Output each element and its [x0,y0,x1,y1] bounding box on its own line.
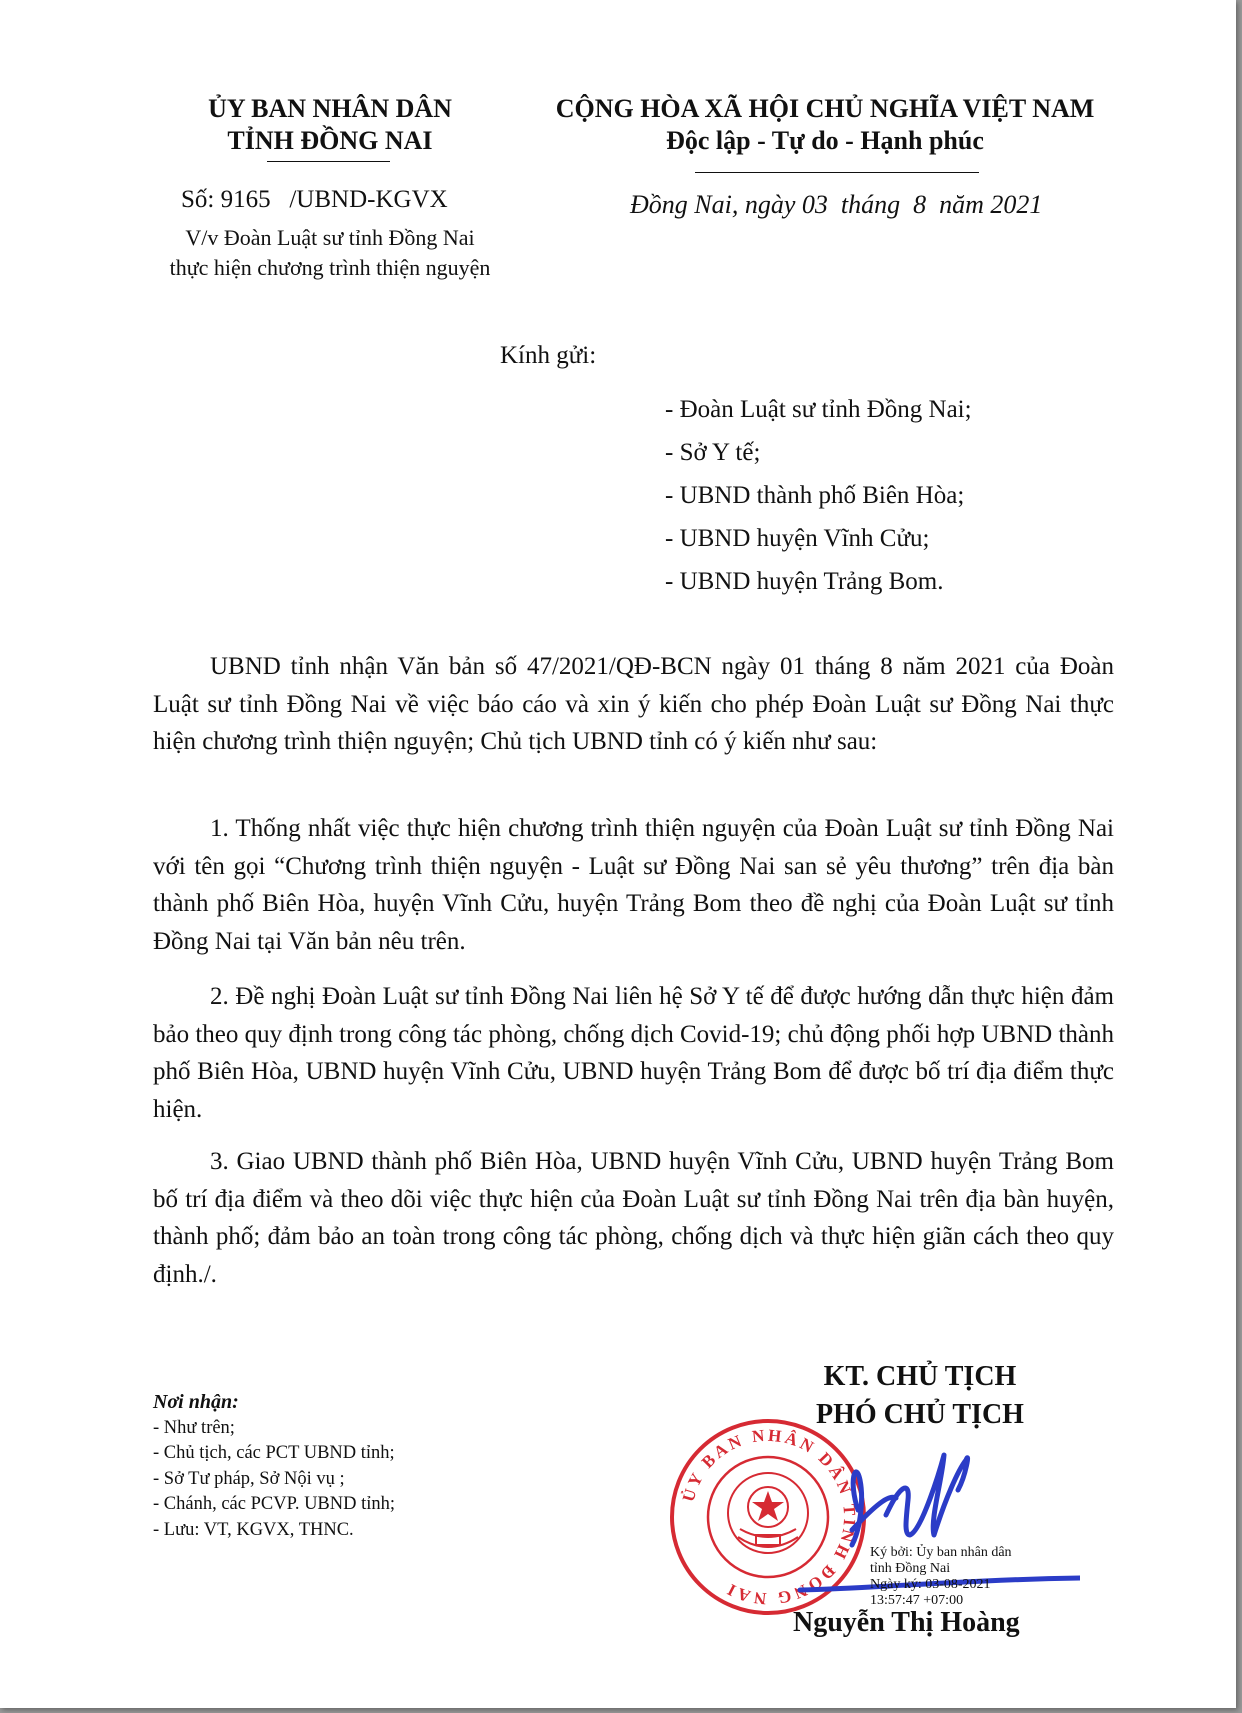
nation-line-1: CỘNG HÒA XÃ HỘI CHỦ NGHĨA VIỆT NAM [555,94,1095,123]
org-line-1: ỦY BAN NHÂN DÂN [208,94,452,123]
recipients-footer-title: Nơi nhận: [153,1391,239,1413]
recipient-item: - UBND thành phố Biên Hòa; [665,482,965,509]
signature-title-line-1: KT. CHỦ TỊCH [823,1361,1017,1392]
motto-underline [695,172,979,173]
recipients-footer-item: - Chánh, các PCVP. UBND tỉnh; [153,1494,396,1514]
recipient-item: - UBND huyện Vĩnh Cửu; [665,525,930,552]
nation-header [530,93,1120,157]
stamp-text: ỦY BAN NHÂN DÂN TỈNH ĐỒNG NAI [678,1425,860,1609]
digital-signature-info [870,1545,1012,1609]
body-item-2: 2. Đề nghị Đoàn Luật sư tỉnh Đồng Nai liên hệ Sở Y tế để được hướng dẫn thực hiện đảm bảo theo quy định trong công tác phòng, chống dịch Covid-19; chủ động phối hợp UBND thành phố Biên Hòa, UBND huyện Vĩnh Cửu, UBND huyện Trảng Bom để được bố trí địa điểm thực hiện. [153,983,1115,1123]
signer-name: Nguyễn Thị Hoàng [793,1607,1020,1638]
digital-sig-line: Ngày ký: 03-08-2021 [870,1577,991,1592]
recipient-item: - Sở Y tế; [665,439,761,466]
recipients-footer [153,1390,395,1543]
recipients-footer-item: - Sở Tư pháp, Sở Nội vụ ; [153,1468,345,1489]
body-intro: UBND tỉnh nhận Văn bản số 47/2021/QĐ-BCN ngày 01 tháng 8 năm 2021 của Đoàn Luật sư tỉnh Đồng Nai về việc báo cáo và xin ý kiến cho phép Đoàn Luật sư Đồng Nai thực hiện chương trình thiện nguyện; Chủ tịch UBND tỉnh có ý kiến như sau: [153,653,1114,755]
digital-sig-line: Ký bởi: Ủy ban nhân dân [870,1545,1012,1560]
recipient-item: - Đoàn Luật sư tỉnh Đồng Nai; [665,396,972,423]
digital-sig-line: 13:57:47 +07:00 [870,1593,964,1608]
digital-sig-line: tỉnh Đồng Nai [870,1561,951,1576]
recipient-list [665,388,972,603]
body-item-1: 1. Thống nhất việc thực hiện chương trình thiện nguyện của Đoàn Luật sư tỉnh Đồng Nai với tên gọi “Chương trình thiện nguyện - Luật sư Đồng Nai san sẻ yêu thương” trên địa bàn thành phố Biên Hòa, huyện Vĩnh Cửu, huyện Trảng Bom theo đề nghị của Đoàn Luật sư tỉnh Đồng Nai tại Văn bản nêu trên. [153,815,1114,955]
place-date: Đồng Nai, ngày 03 tháng 8 năm 2021 [630,190,1043,219]
org-underline [267,161,390,162]
subject-line-1: V/v Đoàn Luật sư tỉnh Đồng Nai [185,225,475,250]
body-item-3: 3. Giao UBND thành phố Biên Hòa, UBND huyện Vĩnh Cửu, UBND huyện Trảng Bom bố trí địa điểm và theo dõi việc thực hiện của Đoàn Luật sư tỉnh Đồng Nai trên địa bàn huyện, thành phố; đảm bảo an toàn trong công tác phòng, chống dịch và thực hiện giãn cách theo quy định./. [153,1148,1114,1288]
motto: Độc lập - Tự do - Hạnh phúc [666,126,984,155]
recipient-item: - UBND huyện Trảng Bom. [665,568,944,595]
org-line-2: TỈNH ĐỒNG NAI [227,126,433,155]
org-name [170,93,490,157]
salutation: Kính gửi: [500,342,597,369]
recipients-footer-item: - Như trên; [153,1417,235,1438]
recipients-footer-item: - Lưu: VT, KGVX, THNC. [153,1519,354,1540]
subject-line-2: thực hiện chương trình thiện nguyện [169,255,491,280]
subject [165,223,495,283]
signature-title-line-2: PHÓ CHỦ TỊCH [816,1399,1024,1430]
doc-number: Số: 9165 /UBND-KGVX [181,186,448,213]
recipients-footer-item: - Chủ tịch, các PCT UBND tỉnh; [153,1443,395,1463]
